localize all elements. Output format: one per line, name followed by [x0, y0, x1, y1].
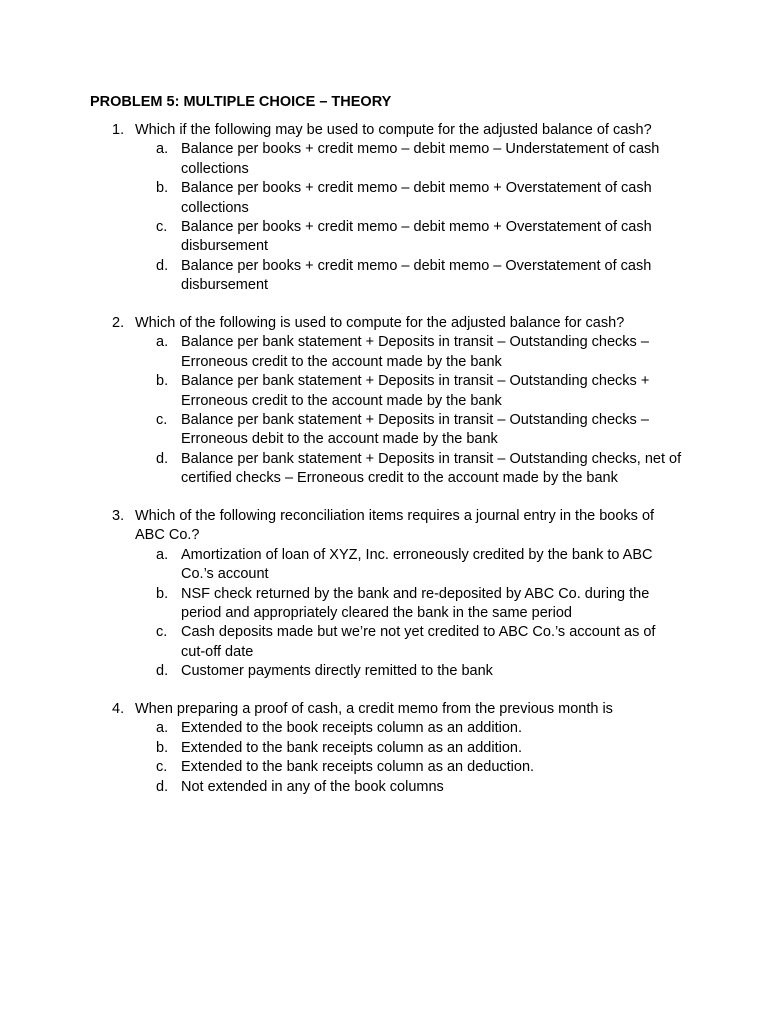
option-b	[112, 179, 682, 218]
option-text: Balance per bank statement + Deposits in transit – Outstanding checks – Erroneous debit to the account made by the bank	[181, 412, 649, 448]
option-letter: b.	[156, 180, 169, 197]
option-d	[112, 778, 682, 797]
option-c	[112, 623, 682, 662]
option-text: Extended to the bank receipts column as an deduction.	[181, 759, 535, 776]
option-d	[112, 662, 682, 681]
option-list	[112, 546, 682, 682]
option-d	[112, 450, 682, 489]
option-text: Balance per books + credit memo – debit memo – Overstatement of cash disbursement	[181, 257, 652, 294]
option-text: Balance per books + credit memo – debit memo + Overstatement of cash collections	[181, 180, 652, 216]
option-text: Extended to the book receipts column as an addition.	[181, 720, 522, 737]
option-text: Not extended in any of the book columns	[181, 778, 444, 795]
question-number: 4.	[112, 701, 125, 717]
option-text: Extended to the bank receipts column as an addition.	[181, 739, 522, 756]
option-letter: d.	[156, 257, 169, 274]
question-number: 1.	[112, 122, 125, 138]
option-letter: b.	[156, 585, 169, 602]
option-letter: b.	[156, 739, 169, 756]
option-letter: a.	[156, 334, 169, 351]
option-letter: c.	[156, 219, 168, 236]
option-text: Balance per bank statement + Deposits in transit – Outstanding checks + Erroneous credit to the account made by the bank	[181, 373, 650, 409]
option-letter: c.	[156, 412, 168, 429]
option-list	[112, 719, 682, 797]
option-letter: d.	[156, 778, 169, 795]
option-b	[112, 372, 682, 411]
option-letter: a.	[156, 141, 169, 158]
option-list	[112, 140, 682, 295]
option-text: Cash deposits made but we’re not yet credited to ABC Co.’s account as of cut-off date	[181, 624, 656, 660]
question-2	[112, 314, 682, 489]
option-text: Customer payments directly remitted to the bank	[181, 663, 493, 680]
page-title: PROBLEM 5: MULTIPLE CHOICE – THEORY	[90, 94, 392, 110]
option-text: Balance per books + credit memo – debit memo + Overstatement of cash disbursement	[181, 219, 652, 255]
option-a	[112, 140, 682, 179]
option-text: Balance per bank statement + Deposits in transit – Outstanding checks – Erroneous credit to the account made by the bank	[181, 334, 649, 370]
option-list	[112, 333, 682, 488]
option-text: Amortization of loan of XYZ, Inc. erroneously credited by the bank to ABC Co.’s account	[181, 546, 653, 583]
option-text: NSF check returned by the bank and re-deposited by ABC Co. during the period and appropriately cleared the bank in the same period	[181, 585, 650, 622]
question-text: Which if the following may be used to compute for the adjusted balance of cash?	[135, 122, 652, 138]
question-4	[112, 700, 682, 797]
option-a	[112, 719, 682, 738]
option-c	[112, 411, 682, 450]
question-number: 3.	[112, 508, 125, 524]
option-text: Balance per bank statement + Deposits in transit – Outstanding checks, net of certified checks – Erroneous credit to the account made by the bank	[181, 450, 682, 487]
option-a	[112, 333, 682, 372]
option-b	[112, 739, 682, 758]
option-d	[112, 257, 682, 296]
option-letter: a.	[156, 720, 169, 737]
question-text: Which of the following is used to compute for the adjusted balance for cash?	[135, 315, 625, 331]
option-letter: a.	[156, 546, 169, 563]
question-text: Which of the following reconciliation items requires a journal entry in the books of ABC Co.?	[135, 508, 655, 544]
option-letter: d.	[156, 450, 169, 467]
option-b	[112, 585, 682, 624]
option-c	[112, 758, 682, 777]
option-letter: c.	[156, 624, 168, 641]
question-1	[112, 121, 682, 296]
option-text: Balance per books + credit memo – debit memo – Understatement of cash collections	[181, 141, 660, 177]
question-number: 2.	[112, 315, 125, 331]
option-letter: d.	[156, 663, 169, 680]
option-letter: b.	[156, 373, 169, 390]
option-a	[112, 546, 682, 585]
question-3	[112, 507, 682, 682]
question-text: When preparing a proof of cash, a credit memo from the previous month is	[135, 701, 613, 717]
option-letter: c.	[156, 759, 168, 776]
option-c	[112, 218, 682, 257]
